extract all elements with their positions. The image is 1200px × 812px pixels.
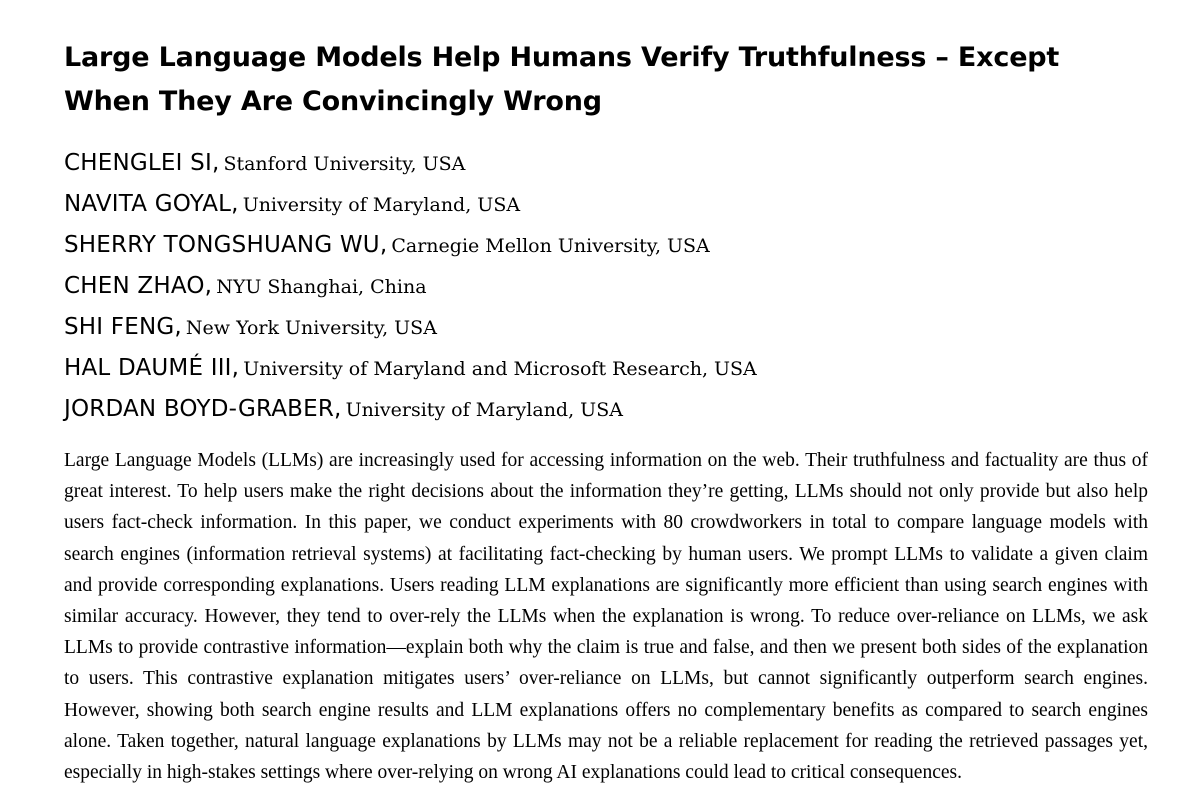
author-affiliation: Stanford University, USA (223, 153, 466, 175)
author-affiliation: NYU Shanghai, China (216, 276, 427, 298)
author-entry (64, 184, 1148, 225)
abstract-text: Large Language Models (LLMs) are increasingly used for accessing information on the web. Their truthfulness and factuality are thus of great interest. To help users make the right decisions about the information they’re getting, LLMs should not only provide but also help users fact-check information. In this paper, we conduct experiments with 80 crowdworkers in total to compare language models with search engines (information retrieval systems) at facilitating fact-checking by human users. We prompt LLMs to validate a given claim and provide corresponding explanations. Users reading LLM explanations are significantly more efficient than using search engines with similar accuracy. However, they tend to over-rely the LLMs when the explanation is wrong. To reduce over-reliance on LLMs, we ask LLMs to provide contrastive information—explain both why the claim is true and false, and then we present both sides of the explanation to users. This contrastive explanation mitigates users’ over-reliance on LLMs, but cannot significantly outperform search engines. However, showing both search engine results and LLM explanations offers no complementary benefits as compared to search engines alone. Taken together, natural language explanations by LLMs may not be a reliable replacement for reading the retrieved passages yet, especially in high-stakes settings where over-relying on wrong AI explanations could lead to critical consequences. (64, 450, 1148, 784)
author-name: NAVITA GOYAL, (64, 191, 239, 217)
author-name: CHENGLEI SI, (64, 150, 220, 176)
author-entry (64, 266, 1148, 307)
author-name: CHEN ZHAO, (64, 273, 213, 299)
author-affiliation: University of Maryland, USA (242, 194, 521, 216)
author-affiliation: New York University, USA (185, 317, 437, 339)
author-affiliation: University of Maryland and Microsoft Research, USA (243, 358, 757, 380)
author-entry (64, 389, 1148, 430)
author-entry (64, 348, 1148, 389)
paper-title: Large Language Models Help Humans Verify Truthfulness – Except When They Are Convincingly Wrong (64, 42, 1060, 117)
author-name: HAL DAUMÉ III, (64, 355, 240, 381)
author-list (64, 143, 1148, 430)
author-entry (64, 307, 1148, 348)
author-affiliation: Carnegie Mellon University, USA (391, 235, 710, 257)
author-affiliation: University of Maryland, USA (345, 399, 623, 421)
author-name: JORDAN BOYD-GRABER, (64, 396, 342, 422)
author-entry (64, 225, 1148, 266)
author-name: SHI FENG, (64, 314, 182, 340)
author-name: SHERRY TONGSHUANG WU, (64, 232, 388, 258)
author-entry (64, 143, 1148, 184)
